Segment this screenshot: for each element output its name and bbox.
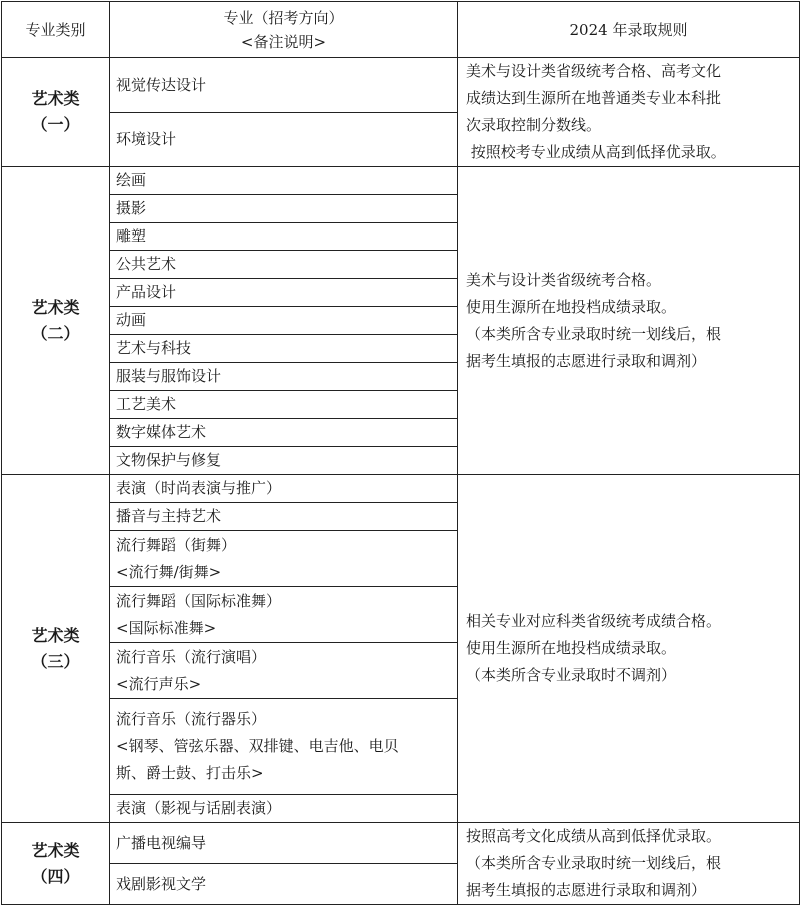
category-cell-1 [2,58,110,167]
rule-line: 使用生源所在地投档成绩录取。 [466,297,677,316]
rule-line: 使用生源所在地投档成绩录取。 [466,639,677,657]
header-major-line2: <备注说明> [240,32,327,51]
major-cell: 动画 [110,307,458,335]
major-cell: 工艺美术 [110,391,458,419]
rule-line: 相关专业对应科类省级统考成绩合格。 [466,612,722,630]
rule-cell-2 [458,167,800,475]
major-cell: 产品设计 [110,279,458,307]
major-cell: 绘画 [110,167,458,195]
major-note: 斯、爵士鼓、打击乐> [116,764,264,782]
major-name: 流行音乐（流行器乐） [116,710,267,728]
major-note: <流行舞/街舞> [116,562,222,581]
category-number: （三） [31,651,80,671]
major-cell [110,531,458,587]
rule-line: （本类所含专业录取时统一划线后，根 [466,854,722,872]
major-cell: 文物保护与修复 [110,447,458,475]
admission-rules-table [1,1,800,905]
major-cell [110,699,458,795]
major-note: <国际标准舞> [116,618,217,637]
rule-line: 成绩达到生源所在地普通类专业本科批 [466,89,722,107]
category-number: （一） [31,115,80,134]
major-name: 流行舞蹈（国际标准舞） [116,591,282,610]
rule-line: 按照校考专业成绩从高到低择优录取。 [466,143,726,161]
rule-cell-3 [458,475,800,823]
category-name: 艺术类 [31,840,80,860]
major-cell [110,643,458,699]
major-cell: 表演（影视与话剧表演） [110,795,458,823]
major-name: 流行音乐（流行演唱） [116,647,267,666]
major-name: 流行舞蹈（街舞） [116,535,237,554]
major-note: <钢琴、管弦乐器、双排键、电吉他、电贝 [116,737,399,755]
major-note: <流行声乐> [116,674,202,693]
rule-line: （本类所含专业录取时统一划线后，根 [466,324,722,343]
major-cell: 公共艺术 [110,251,458,279]
major-cell: 环境设计 [110,113,458,167]
category-name: 艺术类 [31,297,80,317]
rule-line: 按照高考文化成绩从高到低择优录取。 [466,827,722,845]
rule-line: 据考生填报的志愿进行录取和调剂） [466,881,707,899]
major-cell: 视觉传达设计 [110,58,458,113]
header-category: 专业类别 [2,2,110,58]
major-cell: 数字媒体艺术 [110,419,458,447]
rule-line: 美术与设计类省级统考合格。 [466,270,662,289]
category-cell-3 [2,475,110,823]
category-number: （四） [31,866,80,886]
category-number: （二） [31,323,80,343]
header-rule: 2024 年录取规则 [458,2,800,58]
category-name: 艺术类 [31,625,80,645]
major-cell: 雕塑 [110,223,458,251]
rule-line: （本类所含专业录取时不调剂） [466,666,677,684]
major-cell: 摄影 [110,195,458,223]
rule-line: 次录取控制分数线。 [466,116,602,134]
header-row [2,2,800,58]
major-cell: 表演（时尚表演与推广） [110,475,458,503]
major-cell [110,587,458,643]
major-cell: 广播电视编导 [110,823,458,864]
major-cell: 艺术与科技 [110,335,458,363]
category-name: 艺术类 [31,89,80,108]
rule-line: 据考生填报的志愿进行录取和调剂） [466,351,707,370]
major-cell: 服装与服饰设计 [110,363,458,391]
header-major [110,2,458,58]
rule-cell-1 [458,58,800,167]
major-cell: 播音与主持艺术 [110,503,458,531]
category-cell-4 [2,823,110,905]
rule-cell-4 [458,823,800,905]
rule-line: 美术与设计类省级统考合格、高考文化 [466,62,722,80]
category-cell-2 [2,167,110,475]
major-cell: 戏剧影视文学 [110,864,458,905]
header-major-line1: 专业（招考方向） [223,8,344,27]
